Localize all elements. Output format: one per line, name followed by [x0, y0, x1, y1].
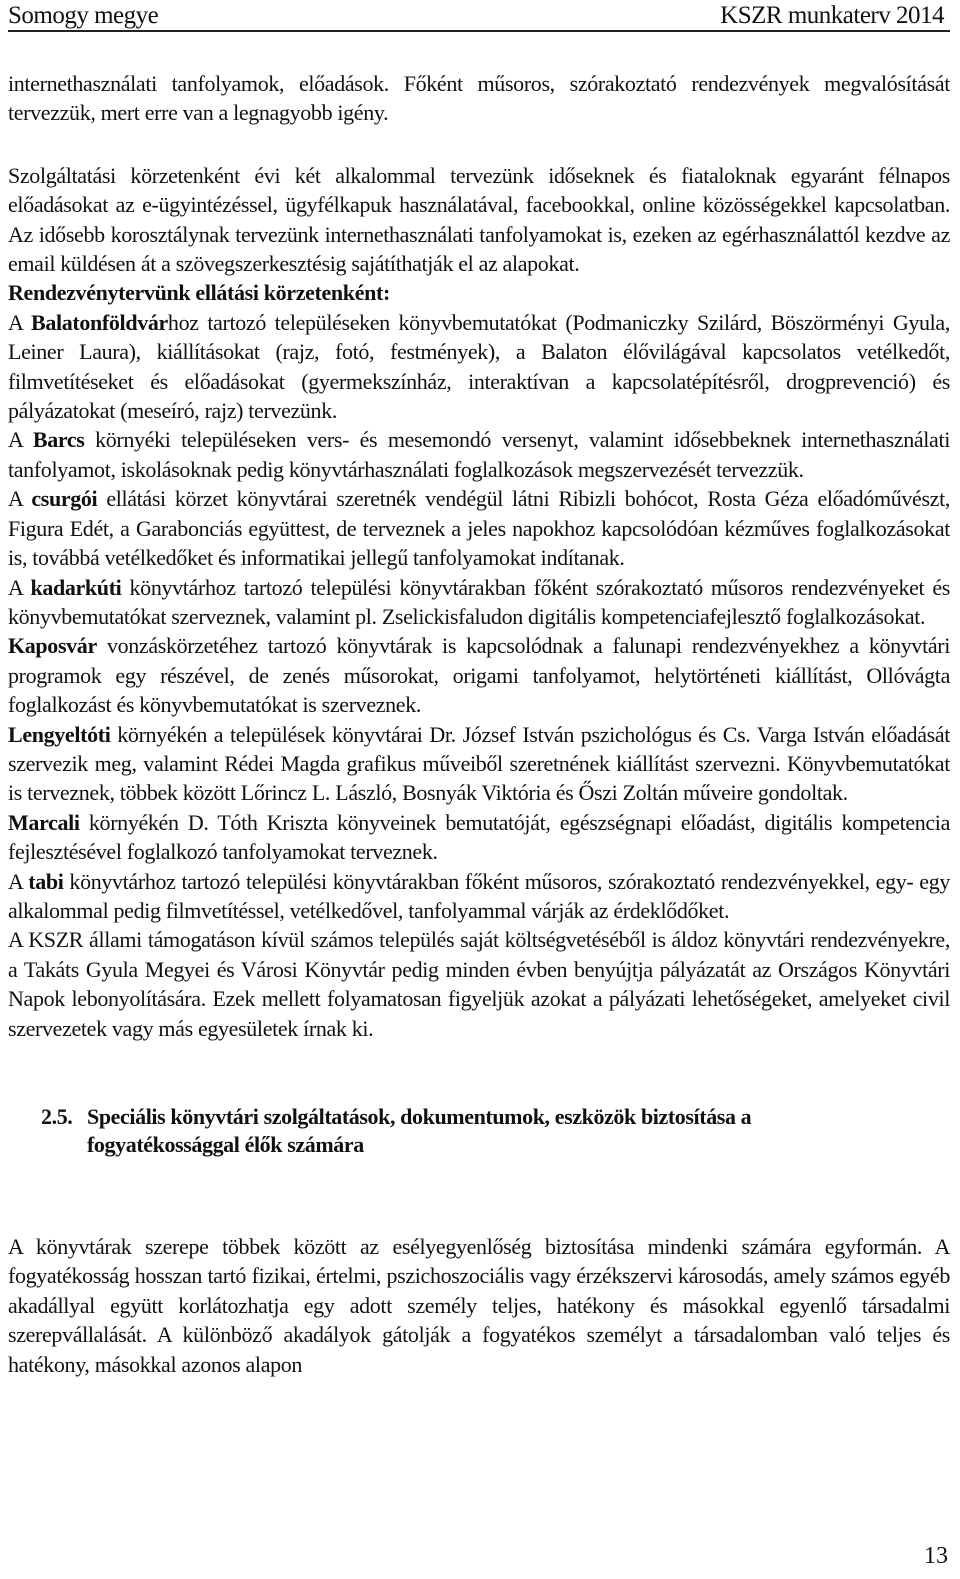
place-name: Kaposvár: [8, 633, 97, 659]
text-run: környéki településeken vers- és mesemondó versenyt, valamint idősebbeknek internethasználati tanfolyamot, iskolásoknak pedig könyvtárhasználati foglalkozások megszervezését tervezzük.: [8, 427, 950, 482]
paragraph-lengyeltoti: [8, 720, 950, 808]
plan-heading: [8, 278, 950, 307]
paragraph-balatonfoldvar: [8, 308, 950, 426]
place-name: Lengyeltóti: [8, 721, 111, 747]
text-run: könyvtárhoz tartozó települési könyvtárakban főként szórakoztató műsoros rendezvényeket és könyvbemutatókat szerveznek, valamint pl. Zselickisfaludon digitális kompetenciafejlesztő foglalkozásokat.: [8, 574, 950, 629]
section-body: [8, 1232, 950, 1379]
paragraph-kaposvar: [8, 631, 950, 719]
body-text: [8, 69, 950, 1043]
text-run: A: [8, 427, 33, 453]
place-name: tabi: [28, 868, 64, 894]
paragraph-kszr: A KSZR állami támogatáson kívül számos település saját költségvetéséből is áldoz könyvtári rendezvényekre, a Takáts Gyula Megyei és Városi Könyvtár pedig minden évben benyújtja pályázatát az Országos Könyvtári Napok lebonyolítására. Ezek mellett folyamatosan figyeljük azokat a pályázati lehetőségeket, amelyeket civil szervezetek vagy más egyesületek írnak ki.: [8, 927, 950, 1041]
paragraph-marcali: [8, 808, 950, 867]
paragraph-csurgo: [8, 484, 950, 572]
header-right-title: KSZR munkaterv 2014: [720, 2, 944, 29]
text-run: könyvtárhoz tartozó települési könyvtárakban főként műsoros, szórakoztató rendezvényekkel, egy- egy alkalommal pedig filmvetítéssel, vetélkedővel, tanfolyammal várják az érdeklődőket.: [8, 868, 950, 923]
place-name: Balatonföldvár: [31, 309, 168, 335]
place-name: Marcali: [8, 809, 80, 835]
paragraph-barcs: [8, 425, 950, 484]
text-run: környékén a települések könyvtárai Dr. József István pszichológus és Cs. Varga István előadását szervezik meg, valamint Rédei Magda grafikus műveiből szeretnének kiállítást szervezni. Könyvbemutatókat is terveznek, többek között Lőrincz L. László, Bosnyák Viktória és Őszi Zoltán műveire gondoltak.: [8, 721, 950, 806]
section-heading: [41, 1103, 950, 1159]
text-run: vonzáskörzetéhez tartozó könyvtárak is kapcsolódnak a falunapi rendezvényekhez a könyvtári programok egy részével, de zenés műsorokat, origami tanfolyamot, helytörténeti kiállítást, Ollóvágta foglalkozást és könyvbemutatókat is szerveznek.: [8, 633, 950, 718]
paragraph-services: Szolgáltatási körzetenként évi két alkalommal tervezünk időseknek és fiataloknak egyaránt félnapos előadásokat az e-ügyintézéssel, ügyfélkapuk használatával, facebookkal, online közösségekkel kapcsolatban. Az idősebb korosztálynak tervezünk internethasználati tanfolyamokat is, ezeken az egérhasználattól kezdve az email küldésen át a szövegszerkesztésig sajátíthatják el az alapokat.: [8, 162, 950, 277]
text-run: A: [8, 486, 32, 512]
section-number: 2.5.: [41, 1104, 73, 1129]
place-name: Barcs: [32, 427, 85, 453]
text-run: környékén D. Tóth Kriszta könyveinek bemutatóját, egészségnapi előadást, digitális kompetencia fejlesztésével foglalkozó tanfolyamokat terveznek.: [8, 809, 950, 865]
header-left-title: Somogy megye: [8, 2, 159, 29]
text-run: ellátási körzet könyvtárai szeretnék vendégül látni Ribizli bohócot, Rosta Géza előadóművészt, Figura Edét, a Garabonciás együttest, de terveznek a jeles napokhoz kapcsolódóan kézműves foglalkozásokat is, továbbá vetélkedőket és informatikai jellegű tanfolyamokat indítanak.: [8, 486, 951, 571]
paragraph-kadarkut: [8, 573, 950, 632]
page-header: [8, 0, 950, 32]
place-name: csurgói: [31, 486, 98, 512]
section-title: Speciális könyvtári szolgáltatások, dokumentumok, eszközök biztosítása a fogyatékossággal élők számára: [87, 1104, 752, 1157]
text-run: hoz tartozó településeken könyvbemutatókat (Podmaniczky Szilárd, Böszörményi Gyula, Leiner Laura), kiállításokat (rajz, fotó, festmények), a Balaton élővilágával kapcsolatos vetélkedőt, filmvetítéseket és előadásokat (gyermekszínház, interaktívan a kapcsolatépítésről, drogprevenció) és pályázatokat (meseíró, rajz) tervezünk.: [8, 309, 950, 424]
place-name: kadarkúti: [30, 574, 122, 600]
text-run: A: [8, 309, 32, 335]
paragraph-intro: internethasználati tanfolyamok, előadások. Főként műsoros, szórakoztató rendezvények megvalósítását tervezzük, mert erre van a legnagyobb igény.: [8, 71, 950, 126]
paragraph-tab: [8, 867, 950, 926]
plan-heading-text: Rendezvénytervünk ellátási körzetenként:: [8, 280, 390, 306]
text-run: A: [8, 574, 31, 600]
paragraph-accessibility: A könyvtárak szerepe többek között az esélyegyenlőség biztosítása mindenki számára egyformán. A fogyatékosság hosszan tartó fizikai, értelmi, pszichoszociális vagy érzékszervi károsodás, amely számos egyéb akadállyal együtt korlátozhatja egy adott személy teljes, hatékony és másokkal egyenlő társadalmi szerepvállalását. A különböző akadályok gátolják a fogyatékos személyt a társadalomban való teljes és hatékony, másokkal azonos alapon: [8, 1234, 950, 1377]
text-run: A: [8, 868, 29, 894]
page-number: 13: [924, 1543, 948, 1569]
